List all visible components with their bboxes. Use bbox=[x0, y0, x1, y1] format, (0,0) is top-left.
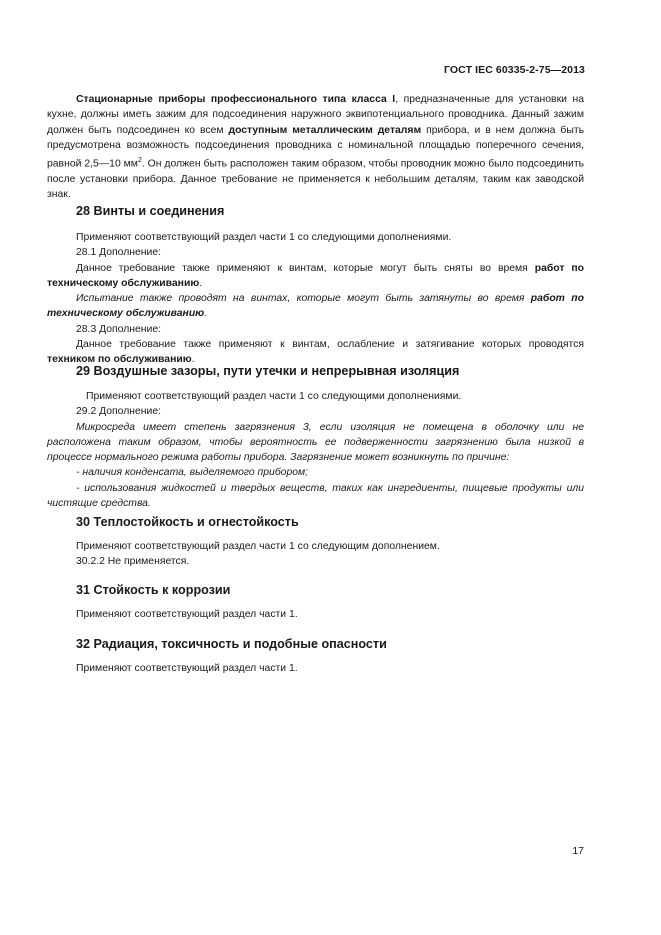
intro-paragraph: Стационарные приборы профессионального типа класса I, предназначенные для установки на кухне, должны иметь зажим для подсоединения наружного эквипотенциального проводника. Данный зажим должен быть подсоединен ко всем доступным металлическим деталям прибора, и в нем должна быть предусмотрена возможность подсоединения проводника с номинальной площадью поперечного сечения, равной 2,5—10 $мм^2$. Он должен быть расположен таким образом, чтобы проводник можно было подсоединить после установки прибора. Данное требование не применяется к небольшим деталям, таким как заводской знак. bbox=[47, 94, 584, 201]
s29-paragraph-3: Микросреда имеет степень загрязнения 3, если изоляция не помещена в оболочку или не расположена таким образом, чтобы вероятность ее подверженности загрязнению была низкой в процессе нормального режима работы прибора. Загрязнение может возникнуть по причине: bbox=[47, 421, 584, 464]
s30-paragraph-1: Применяют соответствующий раздел части 1 со следующим дополнением. bbox=[76, 541, 440, 552]
section-29-body bbox=[47, 389, 584, 511]
section-30-body bbox=[47, 539, 584, 570]
section-31-body bbox=[47, 607, 584, 622]
section-28-body bbox=[47, 230, 584, 368]
s29-list-item-1: - наличия конденсата, выделяемого прибором; bbox=[76, 467, 309, 479]
section-30-title: 30 Теплостойкость и огнестойкость bbox=[76, 515, 299, 529]
section-32-body bbox=[47, 661, 584, 676]
s28-paragraph-5: 28.3 Дополнение: bbox=[76, 323, 162, 335]
s28-paragraph-3: Данное требование также применяют к винтам, которые могут быть сняты во время работ по техническому обслуживанию. bbox=[47, 262, 584, 289]
s32-paragraph-1: Применяют соответствующий раздел части 1. bbox=[76, 663, 298, 674]
section-31-title: 31 Стойкость к коррозии bbox=[76, 583, 231, 597]
page-number: 17 bbox=[572, 845, 584, 857]
s29-paragraph-2: 29.2 Дополнение: bbox=[76, 406, 162, 418]
s28-paragraph-4: Испытание также проводят на винтах, которые могут быть затянуты во время работ по техническому обслуживанию. bbox=[47, 293, 584, 320]
s28-paragraph-1: Применяют соответствующий раздел части 1 со следующими дополнениями. bbox=[76, 232, 452, 243]
s28-paragraph-6: Данное требование также применяют к винтам, ослабление и затягивание которых проводятся техником по обслуживанию. bbox=[47, 339, 584, 366]
document-code-header: ГОСТ IEC 60335-2-75—2013 bbox=[443, 64, 585, 76]
section-32-title: 32 Радиация, токсичность и подобные опасности bbox=[76, 637, 387, 651]
s28-paragraph-2: 28.1 Дополнение: bbox=[76, 247, 162, 259]
s31-paragraph-1: Применяют соответствующий раздел части 1. bbox=[76, 609, 298, 620]
s29-list-item-2: - использования жидкостей и твердых веществ, таких как ингредиенты, пищевые продукты или чистящие средства. bbox=[47, 482, 584, 510]
intro-section bbox=[47, 92, 584, 203]
s30-paragraph-2: 30.2.2 Не применяется. bbox=[76, 556, 190, 568]
section-29-title: 29 Воздушные зазоры, пути утечки и непрерывная изоляция bbox=[76, 364, 460, 378]
s29-paragraph-1: Применяют соответствующий раздел части 1 со следующими дополнениями. bbox=[86, 391, 462, 402]
section-28-title: 28 Винты и соединения bbox=[76, 204, 225, 218]
